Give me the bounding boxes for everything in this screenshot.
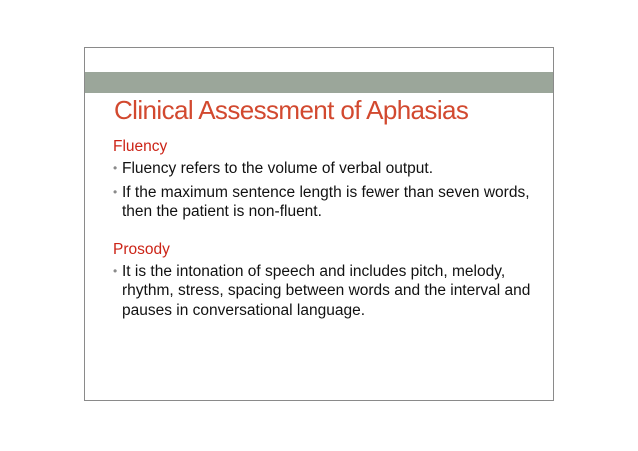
slide-header-bar [85,72,553,93]
bullet-icon: • [113,184,118,199]
bullet-icon: • [113,161,118,175]
section-heading-fluency: Fluency [113,138,168,155]
slide [84,47,554,401]
bullet-text: If the maximum sentence length is fewer than seven words, then the patient is non-fluent. [122,183,530,220]
bullet-item [113,183,543,222]
section-heading-prosody: Prosody [113,240,170,258]
bullet-text: Fluency refers to the volume of verbal output. [122,160,434,177]
bullet-list-prosody [113,262,543,321]
slide-content [113,137,543,324]
bullet-icon: • [113,263,118,278]
bullet-text: It is the intonation of speech and includes pitch, melody, rhythm, stress, spacing between words and the interval and pauses in conversational language. [122,262,531,319]
bullet-list-fluency [113,159,543,222]
slide-title: Clinical Assessment of Aphasias [114,95,469,125]
section-spacer [113,226,543,240]
slide-top-band [85,48,553,71]
bullet-item [113,159,543,179]
bullet-item [113,262,543,321]
